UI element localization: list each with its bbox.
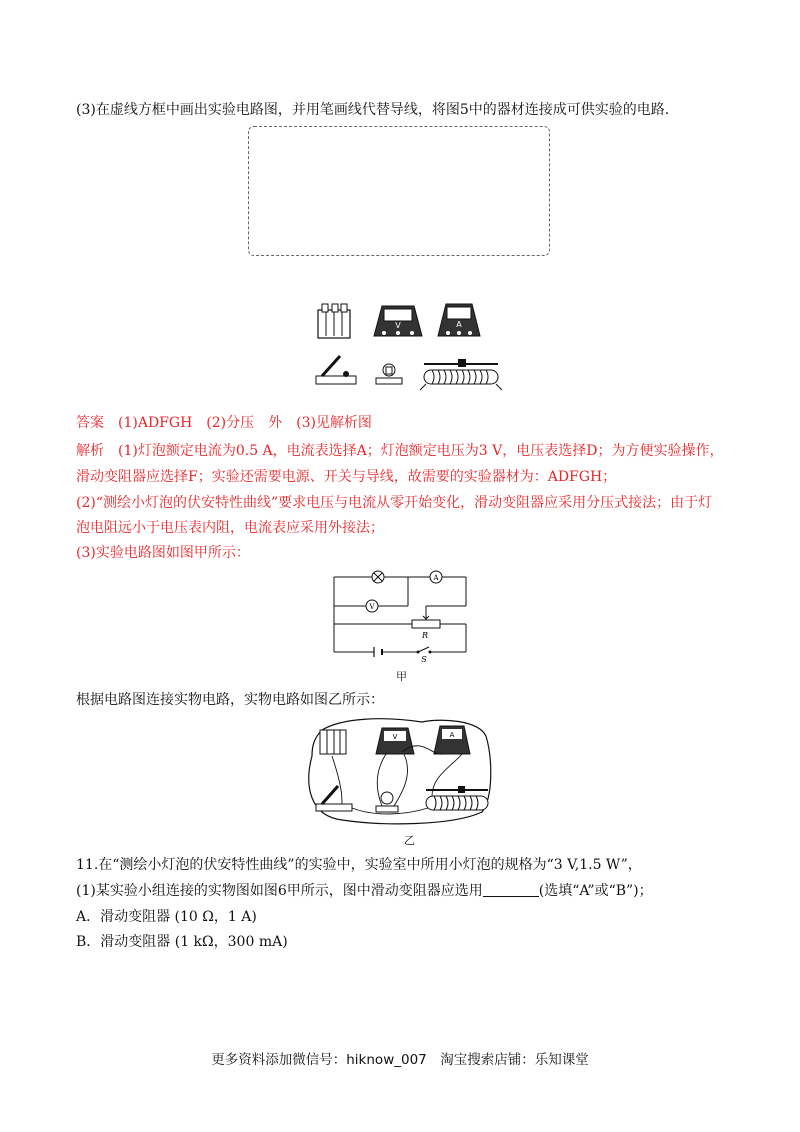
- analysis-line-1: [76, 442, 723, 460]
- circuit-diagram: [330, 568, 470, 664]
- voltmeter-icon: [374, 306, 422, 336]
- wiring-figure: [302, 716, 494, 828]
- bulb-icon: [376, 364, 402, 384]
- knife-switch-icon: [316, 356, 356, 384]
- answer-label: 答案: [76, 415, 104, 431]
- rheostat-symbol-icon: [412, 612, 440, 640]
- q11-part1-text: (1)某实验小组连接的实物图如图6甲所示，图中滑动变阻器应选用: [76, 883, 483, 899]
- rheostat-label: R: [421, 631, 429, 640]
- analysis-line-4: 泡电阻远小于电压表内阻，电流表应采用外接法；: [76, 520, 384, 536]
- battery-symbol-icon: [374, 647, 382, 657]
- analysis-label: 解析: [76, 443, 104, 459]
- q11-option-a: A．滑动变阻器 (10 Ω，1 A): [76, 909, 257, 925]
- q11-intro: 11.在“测绘小灯泡的伏安特性曲线”的实验中，实验室中所用小灯泡的规格为“3 V,1.5 W”，: [76, 857, 642, 873]
- switch-label: S: [421, 655, 427, 664]
- analysis-line-3: (2)“测绘小灯泡的伏安特性曲线”要求电压与电流从零开始变化，滑动变阻器应采用分压式接法；由于灯: [76, 495, 713, 511]
- battery-pack-icon: [318, 304, 350, 338]
- switch-symbol-icon: [417, 647, 432, 664]
- wired-rheostat-icon: [426, 786, 488, 810]
- voltmeter-symbol-icon: [366, 600, 378, 612]
- rheostat-icon: [420, 359, 502, 390]
- svg-text:V: V: [395, 321, 401, 330]
- answer-line: [76, 414, 372, 432]
- wired-switch-icon: [316, 786, 352, 811]
- equipment-figure: [310, 298, 510, 393]
- wired-ammeter-icon: [434, 726, 470, 754]
- q11-part1-hint: (选填“A”或“B”)；: [538, 883, 653, 899]
- connect-text: 根据电路图连接实物电路，实物电路如图乙所示：: [76, 692, 384, 708]
- analysis-line-2: 滑动变阻器应选择F；实验还需要电源、开关与导线，故需要的实验器材为：ADFGH；: [76, 469, 617, 485]
- answer-drawing-box: [248, 126, 550, 256]
- svg-text:A: A: [449, 731, 455, 739]
- question-part3: (3)在虚线方框中画出实验电路图，并用笔画线代替导线，将图5中的器材连接成可供实验的电路.: [76, 102, 670, 118]
- ammeter-icon: [438, 304, 480, 336]
- svg-text:A: A: [456, 320, 462, 329]
- lamp-symbol-icon: [372, 571, 384, 583]
- q11-option-b: B．滑动变阻器 (1 kΩ，300 mA): [76, 934, 288, 950]
- caption-yi: 乙: [404, 834, 415, 847]
- ammeter-label: A: [433, 574, 439, 582]
- analysis-line-5: (3)实验电路图如图甲所示：: [76, 545, 250, 561]
- answer-text: (1)ADFGH (2)分压 外 (3)见解析图: [118, 415, 372, 431]
- svg-text:V: V: [392, 733, 398, 741]
- caption-jia: 甲: [396, 670, 407, 683]
- answer-blank[interactable]: [483, 882, 539, 897]
- ammeter-symbol-icon: [430, 571, 442, 583]
- wired-bulb-icon: [376, 792, 398, 812]
- analysis-text-1: (1)灯泡额定电流为0.5 A，电流表选择A；灯泡额定电压为3 V，电压表选择D；为方便实验操作，: [118, 443, 724, 459]
- page-footer: 更多资料添加微信号：hiknow_007 淘宝搜索店铺：乐知课堂: [211, 1052, 589, 1068]
- wired-battery-icon: [320, 730, 346, 754]
- wired-voltmeter-icon: [376, 728, 414, 754]
- voltmeter-label: V: [369, 603, 375, 611]
- q11-part1: [76, 882, 653, 900]
